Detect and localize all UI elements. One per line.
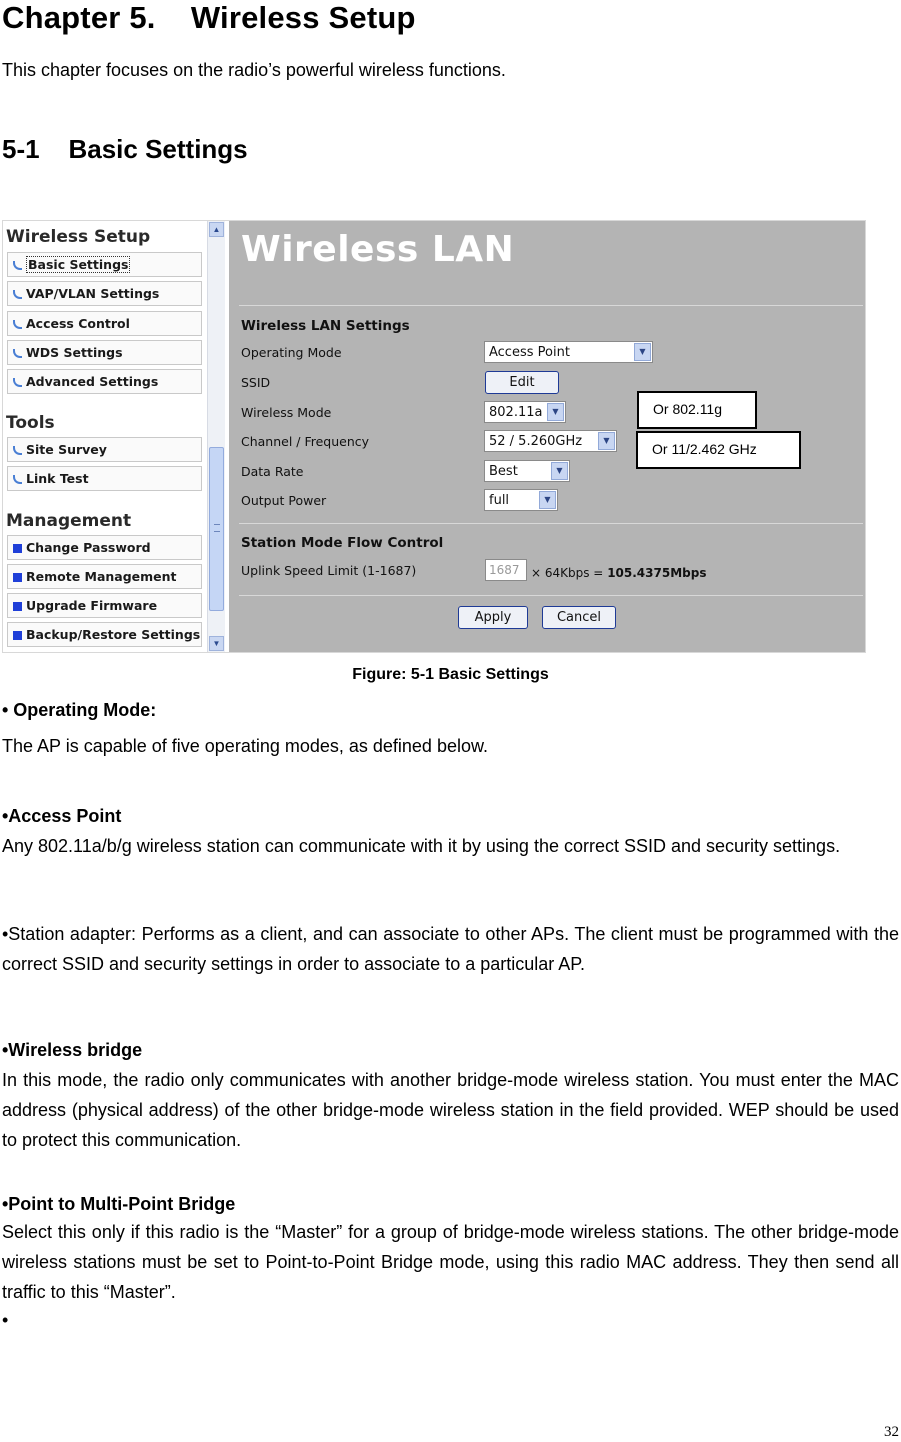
wireless-mode-label: Wireless Mode — [241, 405, 332, 420]
point-to-multipoint-heading: •Point to Multi-Point Bridge — [2, 1194, 236, 1214]
access-point-text: Any 802.11a/b/g wireless station can communicate with it by using the correct SSID and security settings. — [2, 836, 841, 856]
chevron-down-icon: ▼ — [551, 462, 568, 480]
sidebar-item-advanced-settings[interactable]: Advanced Settings — [7, 369, 202, 394]
square-icon — [13, 631, 22, 640]
output-power-select[interactable]: full ▼ — [484, 489, 558, 511]
wireless-icon — [13, 378, 22, 387]
uplink-speed-limit-input[interactable]: 1687 — [485, 559, 527, 581]
wireless-lan-settings-heading: Wireless LAN Settings — [241, 318, 410, 334]
scrollbar-thumb[interactable] — [209, 447, 224, 611]
uplink-speed-limit-label: Uplink Speed Limit (1-1687) — [241, 563, 417, 578]
uplink-rate-readout: × 64Kbps = 105.4375Mbps — [531, 566, 707, 580]
operating-mode-heading: • Operating Mode: — [2, 700, 157, 720]
wireless-mode-select[interactable]: 802.11a ▼ — [484, 401, 566, 423]
chevron-down-icon: ▼ — [598, 432, 615, 450]
sidebar-item-link-test[interactable]: Link Test — [7, 466, 202, 491]
channel-frequency-label: Channel / Frequency — [241, 434, 370, 449]
sidebar-item-remote-management[interactable]: Remote Management — [7, 564, 202, 589]
sidebar-group-wireless-setup: Wireless Setup — [6, 227, 151, 247]
operating-mode-select[interactable]: Access Point ▼ — [484, 341, 653, 363]
sidebar-item-access-control[interactable]: Access Control — [7, 311, 202, 336]
chevron-down-icon: ▼ — [539, 491, 556, 509]
chevron-down-icon: ▼ — [547, 403, 564, 421]
operating-mode-label: Operating Mode — [241, 345, 342, 360]
scroll-down-arrow-icon[interactable]: ▼ — [209, 636, 224, 651]
wireless-icon — [13, 475, 22, 484]
section-title: 5-1 Basic Settings — [2, 134, 248, 164]
chapter-title: Chapter 5. Wireless Setup — [2, 0, 416, 35]
grip-icon — [214, 524, 220, 532]
wireless-bridge-text: In this mode, the radio only communicates with another bridge-mode wireless station. You must enter the MAC address (physical address) of the other bridge-mode wireless station in the field provided. WEP should be used to protect this communication. — [2, 1070, 899, 1150]
wireless-bridge-heading: •Wireless bridge — [2, 1040, 143, 1060]
scroll-up-arrow-icon[interactable]: ▲ — [209, 222, 224, 237]
sidebar-group-tools: Tools — [6, 413, 55, 433]
chevron-down-icon: ▼ — [634, 343, 651, 361]
station-mode-flow-control-heading: Station Mode Flow Control — [241, 535, 444, 551]
divider — [239, 595, 863, 596]
sidebar — [3, 221, 207, 653]
sidebar-item-upgrade-firmware[interactable]: Upgrade Firmware — [7, 593, 202, 618]
ssid-edit-button[interactable]: Edit — [485, 371, 559, 394]
data-rate-select[interactable]: Best ▼ — [484, 460, 570, 482]
sidebar-group-management: Management — [6, 511, 132, 531]
wireless-icon — [13, 320, 22, 329]
square-icon — [13, 544, 22, 553]
wireless-icon — [13, 446, 22, 455]
callout-802-11g: Or 802.11g — [637, 391, 757, 429]
sidebar-item-change-password[interactable]: Change Password — [7, 535, 202, 560]
figure-caption: Figure: 5-1 Basic Settings — [352, 666, 549, 683]
operating-mode-text: The AP is capable of five operating modes, as defined below. — [2, 736, 488, 756]
panel-title: Wireless LAN — [241, 229, 515, 270]
cancel-button[interactable]: Cancel — [542, 606, 616, 629]
sidebar-item-backup-restore-settings[interactable]: Backup/Restore Settings — [7, 622, 202, 647]
station-adapter-text: •Station adapter: Performs as a client, and can associate to other APs. The client must be programmed with the correct SSID and security settings in order to associate to a particular AP. — [2, 924, 899, 974]
trailing-bullet: • — [2, 1310, 9, 1330]
figure-screenshot — [2, 220, 866, 653]
ssid-label: SSID — [241, 375, 271, 390]
sidebar-item-site-survey[interactable]: Site Survey — [7, 437, 202, 462]
wireless-icon — [13, 261, 22, 270]
callout-2-462-ghz: Or 11/2.462 GHz — [636, 431, 801, 469]
page-number: 32 — [884, 1424, 899, 1440]
sidebar-item-wds-settings[interactable]: WDS Settings — [7, 340, 202, 365]
divider — [239, 523, 863, 524]
output-power-label: Output Power — [241, 493, 327, 508]
chapter-intro: This chapter focuses on the radio’s powerful wireless functions. — [2, 60, 506, 80]
square-icon — [13, 573, 22, 582]
wireless-icon — [13, 290, 22, 299]
data-rate-label: Data Rate — [241, 464, 304, 479]
sidebar-item-basic-settings[interactable]: Basic Settings — [7, 252, 202, 277]
square-icon — [13, 602, 22, 611]
access-point-heading: •Access Point — [2, 806, 122, 826]
point-to-multipoint-text: Select this only if this radio is the “Master” for a group of bridge-mode wireless stations. The other bridge-mode wireless stations must be set to Point-to-Point Bridge mode, using this radio MAC address. They then send all traffic to this “Master”. — [2, 1222, 899, 1302]
sidebar-scrollbar[interactable] — [207, 221, 225, 653]
sidebar-item-vap-vlan-settings[interactable]: VAP/VLAN Settings — [7, 281, 202, 306]
wireless-icon — [13, 349, 22, 358]
divider — [239, 305, 863, 306]
channel-frequency-select[interactable]: 52 / 5.260GHz ▼ — [484, 430, 617, 452]
apply-button[interactable]: Apply — [458, 606, 528, 629]
